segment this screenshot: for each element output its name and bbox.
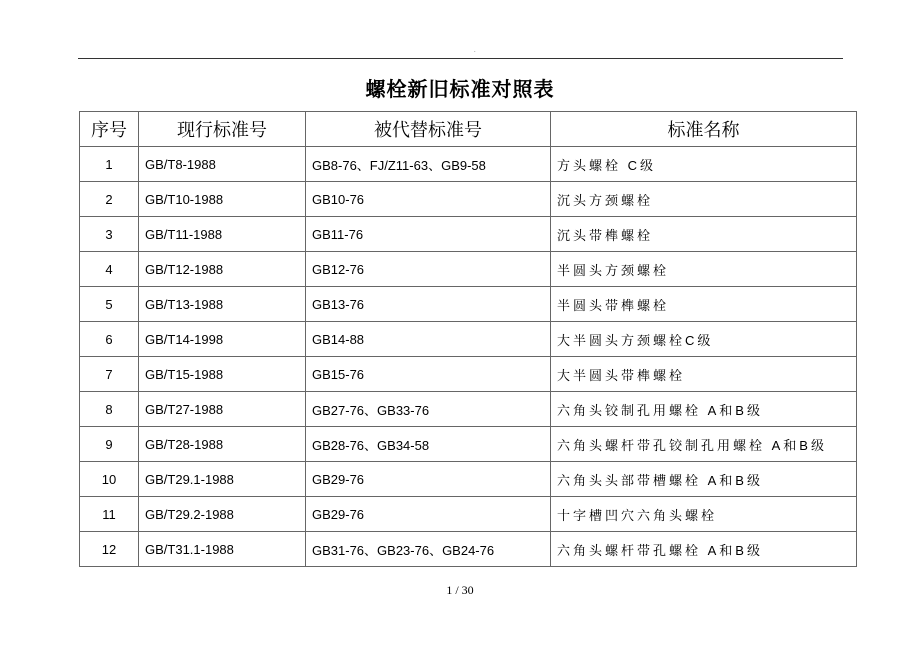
table-header-row [80, 112, 857, 147]
standard-name: 六角头螺杆带孔铰制孔用螺栓 A和B级 [551, 427, 857, 462]
current-standard: GB/T15-1988 [139, 357, 306, 392]
row-index: 1 [80, 147, 139, 182]
standard-name: 沉头方颈螺栓 [551, 182, 857, 217]
table-row [80, 252, 857, 287]
standard-name: 六角头铰制孔用螺栓 A和B级 [551, 392, 857, 427]
current-standard: GB/T10-1988 [139, 182, 306, 217]
table-row [80, 147, 857, 182]
standard-name: 六角头螺杆带孔螺栓 A和B级 [551, 532, 857, 567]
table-row [80, 392, 857, 427]
col-header-name: 标准名称 [551, 112, 857, 147]
replaced-standard: GB29-76 [306, 462, 551, 497]
replaced-standard: GB11-76 [306, 217, 551, 252]
replaced-standard: GB14-88 [306, 322, 551, 357]
col-header-index: 序号 [80, 112, 139, 147]
row-index: 3 [80, 217, 139, 252]
table-row [80, 217, 857, 252]
header-mark: . [474, 48, 476, 54]
standard-name: 大半圆头方颈螺栓C级 [551, 322, 857, 357]
current-standard: GB/T13-1988 [139, 287, 306, 322]
standard-name: 六角头头部带槽螺栓 A和B级 [551, 462, 857, 497]
current-standard: GB/T29.1-1988 [139, 462, 306, 497]
current-standard: GB/T28-1988 [139, 427, 306, 462]
standard-name: 方头螺栓 C级 [551, 147, 857, 182]
page-title: 螺栓新旧标准对照表 [365, 79, 555, 101]
replaced-standard: GB10-76 [306, 182, 551, 217]
standard-name: 十字槽凹穴六角头螺栓 [551, 497, 857, 532]
row-index: 10 [80, 462, 139, 497]
replaced-standard: GB15-76 [306, 357, 551, 392]
current-standard: GB/T29.2-1988 [139, 497, 306, 532]
replaced-standard: GB27-76、GB33-76 [306, 392, 551, 427]
replaced-standard: GB12-76 [306, 252, 551, 287]
replaced-standard: GB13-76 [306, 287, 551, 322]
col-header-replaced: 被代替标准号 [306, 112, 551, 147]
row-index: 8 [80, 392, 139, 427]
replaced-standard: GB28-76、GB34-58 [306, 427, 551, 462]
table-row [80, 357, 857, 392]
standard-name: 半圆头带榫螺栓 [551, 287, 857, 322]
table-row [80, 287, 857, 322]
row-index: 7 [80, 357, 139, 392]
table-row [80, 322, 857, 357]
replaced-standard: GB31-76、GB23-76、GB24-76 [306, 532, 551, 567]
current-standard: GB/T8-1988 [139, 147, 306, 182]
table-row [80, 182, 857, 217]
header-rule [78, 58, 843, 59]
row-index: 2 [80, 182, 139, 217]
table-row [80, 497, 857, 532]
table-row [80, 462, 857, 497]
row-index: 9 [80, 427, 139, 462]
current-standard: GB/T31.1-1988 [139, 532, 306, 567]
standards-table [79, 111, 857, 567]
current-standard: GB/T11-1988 [139, 217, 306, 252]
current-standard: GB/T14-1998 [139, 322, 306, 357]
page-number: 1 / 30 [446, 583, 474, 597]
row-index: 12 [80, 532, 139, 567]
replaced-standard: GB8-76、FJ/Z11-63、GB9-58 [306, 147, 551, 182]
row-index: 11 [80, 497, 139, 532]
table-row [80, 427, 857, 462]
replaced-standard: GB29-76 [306, 497, 551, 532]
standard-name: 半圆头方颈螺栓 [551, 252, 857, 287]
col-header-current: 现行标准号 [139, 112, 306, 147]
current-standard: GB/T27-1988 [139, 392, 306, 427]
row-index: 6 [80, 322, 139, 357]
table-row [80, 532, 857, 567]
standard-name: 大半圆头带榫螺栓 [551, 357, 857, 392]
standard-name: 沉头带榫螺栓 [551, 217, 857, 252]
row-index: 5 [80, 287, 139, 322]
row-index: 4 [80, 252, 139, 287]
current-standard: GB/T12-1988 [139, 252, 306, 287]
